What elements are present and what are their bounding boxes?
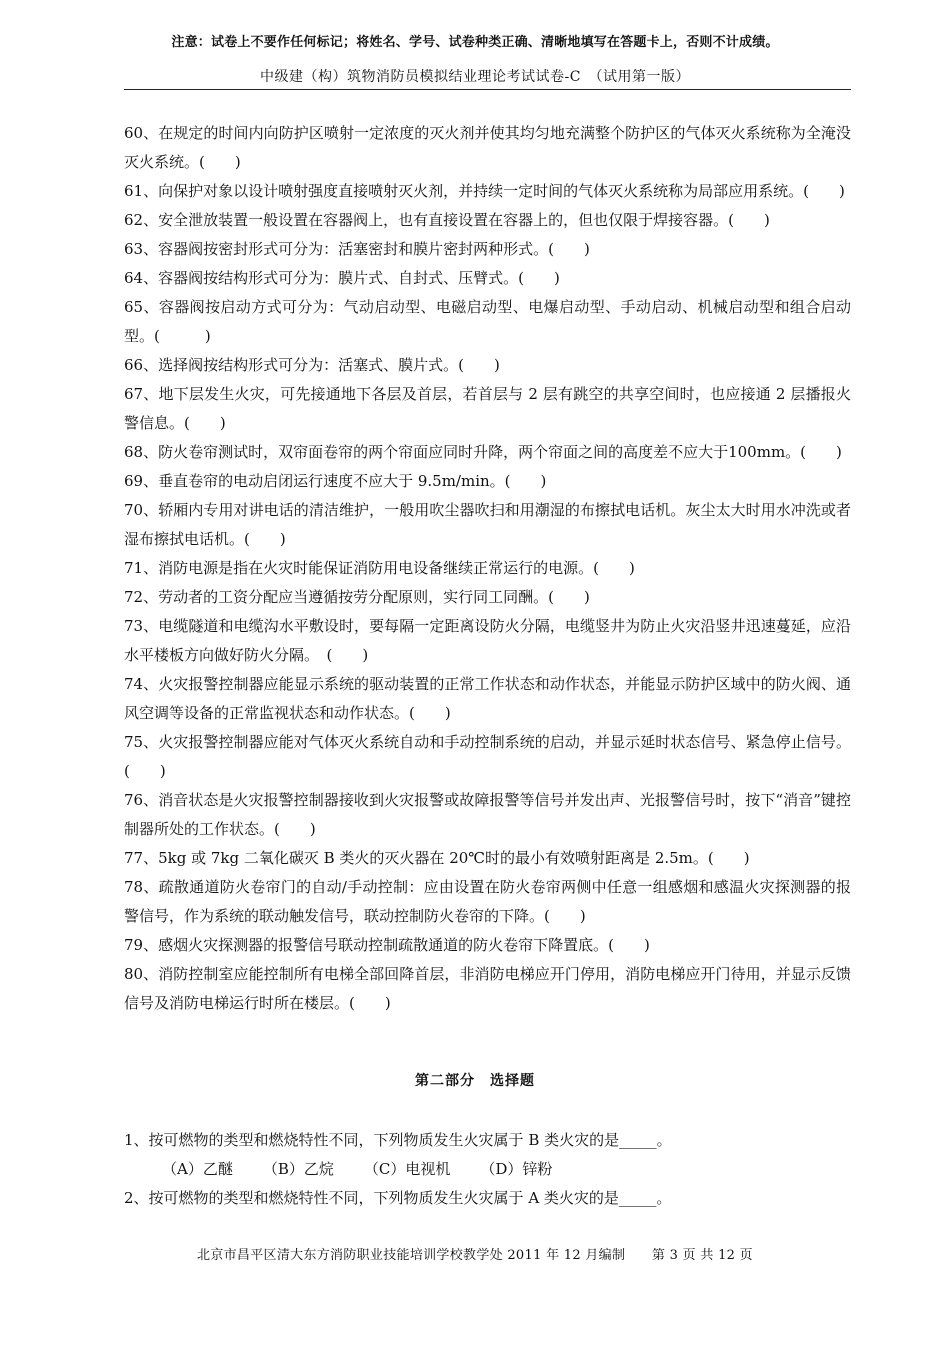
exam-notice: 注意：试卷上不要作任何标记；将姓名、学号、试卷种类正确、清晰地填写在答题卡上，否则不计成绩。	[171, 35, 779, 50]
question-68: 68、防火卷帘测试时，双帘面卷帘的两个帘面应同时升降，两个帘面之间的高度差不应大于100mm。( )	[124, 443, 842, 461]
section-title-choice: 第二部分 选择题	[415, 1073, 535, 1089]
question-60: 60、在规定的时间内向防护区喷射一定浓度的灭火剂并使其均匀地充满整个防护区的气体灭火系统称为全淹没灭火系统。( )	[124, 124, 851, 171]
exam-title: 中级建（构）筑物消防员模拟结业理论考试试卷-C （试用第一版）	[260, 69, 690, 85]
question-72: 72、劳动者的工资分配应当遵循按劳分配原则，实行同工同酬。( )	[124, 588, 590, 606]
question-76: 76、消音状态是火灾报警控制器接收到火灾报警或故障报警等信号并发出声、光报警信号时，按下“消音”键控制器所处的工作状态。( )	[124, 791, 851, 838]
question-75: 75、火灾报警控制器应能对气体灭火系统自动和手动控制系统的启动，并显示延时状态信号、紧急停止信号。( )	[124, 733, 851, 780]
option-c: （C）电视机	[363, 1160, 451, 1178]
header-divider	[124, 89, 851, 90]
option-b: （B）乙烷	[262, 1160, 334, 1178]
option-a: （A）乙醚	[162, 1160, 233, 1178]
choice-question-1: 1、按可燃物的类型和燃烧特性不同，下列物质发生火灾属于 B 类火灾的是_____。	[124, 1131, 672, 1149]
question-61: 61、向保护对象以设计喷射强度直接喷射灭火剂，并持续一定时间的气体灭火系统称为局部应用系统。( )	[124, 182, 845, 200]
choice-question-2: 2、按可燃物的类型和燃烧特性不同，下列物质发生火灾属于 A 类火灾的是_____。	[124, 1189, 672, 1207]
question-63: 63、容器阀按密封形式可分为：活塞密封和膜片密封两种形式。( )	[124, 240, 590, 258]
question-80: 80、消防控制室应能控制所有电梯全部回降首层，非消防电梯应开门停用，消防电梯应开门待用，并显示反馈信号及消防电梯运行时所在楼层。( )	[124, 965, 851, 1012]
multiple-choice-list	[124, 1126, 851, 1213]
question-69: 69、垂直卷帘的电动启闭运行速度不应大于 9.5m/min。( )	[124, 472, 547, 490]
question-77: 77、5kg 或 7kg 二氧化碳灭 B 类火的灭火器在 20℃时的最小有效喷射距离是 2.5m。( )	[124, 849, 750, 867]
question-70: 70、轿厢内专用对讲电话的清洁维护，一般用吹尘器吹扫和用潮湿的布擦拭电话机。灰尘太大时用水冲洗或者湿布擦拭电话机。( )	[124, 501, 851, 548]
question-66: 66、选择阀按结构形式可分为：活塞式、膜片式。( )	[124, 356, 500, 374]
question-78: 78、疏散通道防火卷帘门的自动/手动控制：应由设置在防火卷帘两侧中任意一组感烟和感温火灾探测器的报警信号，作为系统的联动触发信号，联动控制防火卷帘的下降。( )	[124, 878, 851, 925]
question-62: 62、安全泄放装置一般设置在容器阀上，也有直接设置在容器上的，但也仅限于焊接容器。( )	[124, 211, 770, 229]
choice-question-1-options	[124, 1155, 851, 1184]
question-79: 79、感烟火灾探测器的报警信号联动控制疏散通道的防火卷帘下降置底。( )	[124, 936, 650, 954]
question-64: 64、容器阀按结构形式可分为：膜片式、自封式、压臂式。( )	[124, 269, 560, 287]
option-d: （D）锌粉	[480, 1160, 553, 1178]
question-74: 74、火灾报警控制器应能显示系统的驱动装置的正常工作状态和动作状态，并能显示防护区域中的防火阀、通风空调等设备的正常监视状态和动作状态。( )	[124, 675, 851, 722]
question-73: 73、电缆隧道和电缆沟水平敷设时，要每隔一定距离设防火分隔，电缆竖井为防止火灾沿竖井迅速蔓延，应沿水平楼板方向做好防火分隔。 ( )	[124, 617, 851, 664]
question-65: 65、容器阀按启动方式可分为：气动启动型、电磁启动型、电爆启动型、手动启动、机械启动型和组合启动型。( )	[124, 298, 851, 345]
question-67: 67、地下层发生火灾，可先接通地下各层及首层，若首层与 2 层有跳空的共享空间时，也应接通 2 层播报火警信息。( )	[124, 385, 851, 432]
question-71: 71、消防电源是指在火灾时能保证消防用电设备继续正常运行的电源。( )	[124, 559, 635, 577]
true-false-question-list	[124, 119, 851, 1018]
page-footer: 北京市昌平区清大东方消防职业技能培训学校教学处 2011 年 12 月编制 第 3 页 共 12 页	[197, 1248, 753, 1263]
